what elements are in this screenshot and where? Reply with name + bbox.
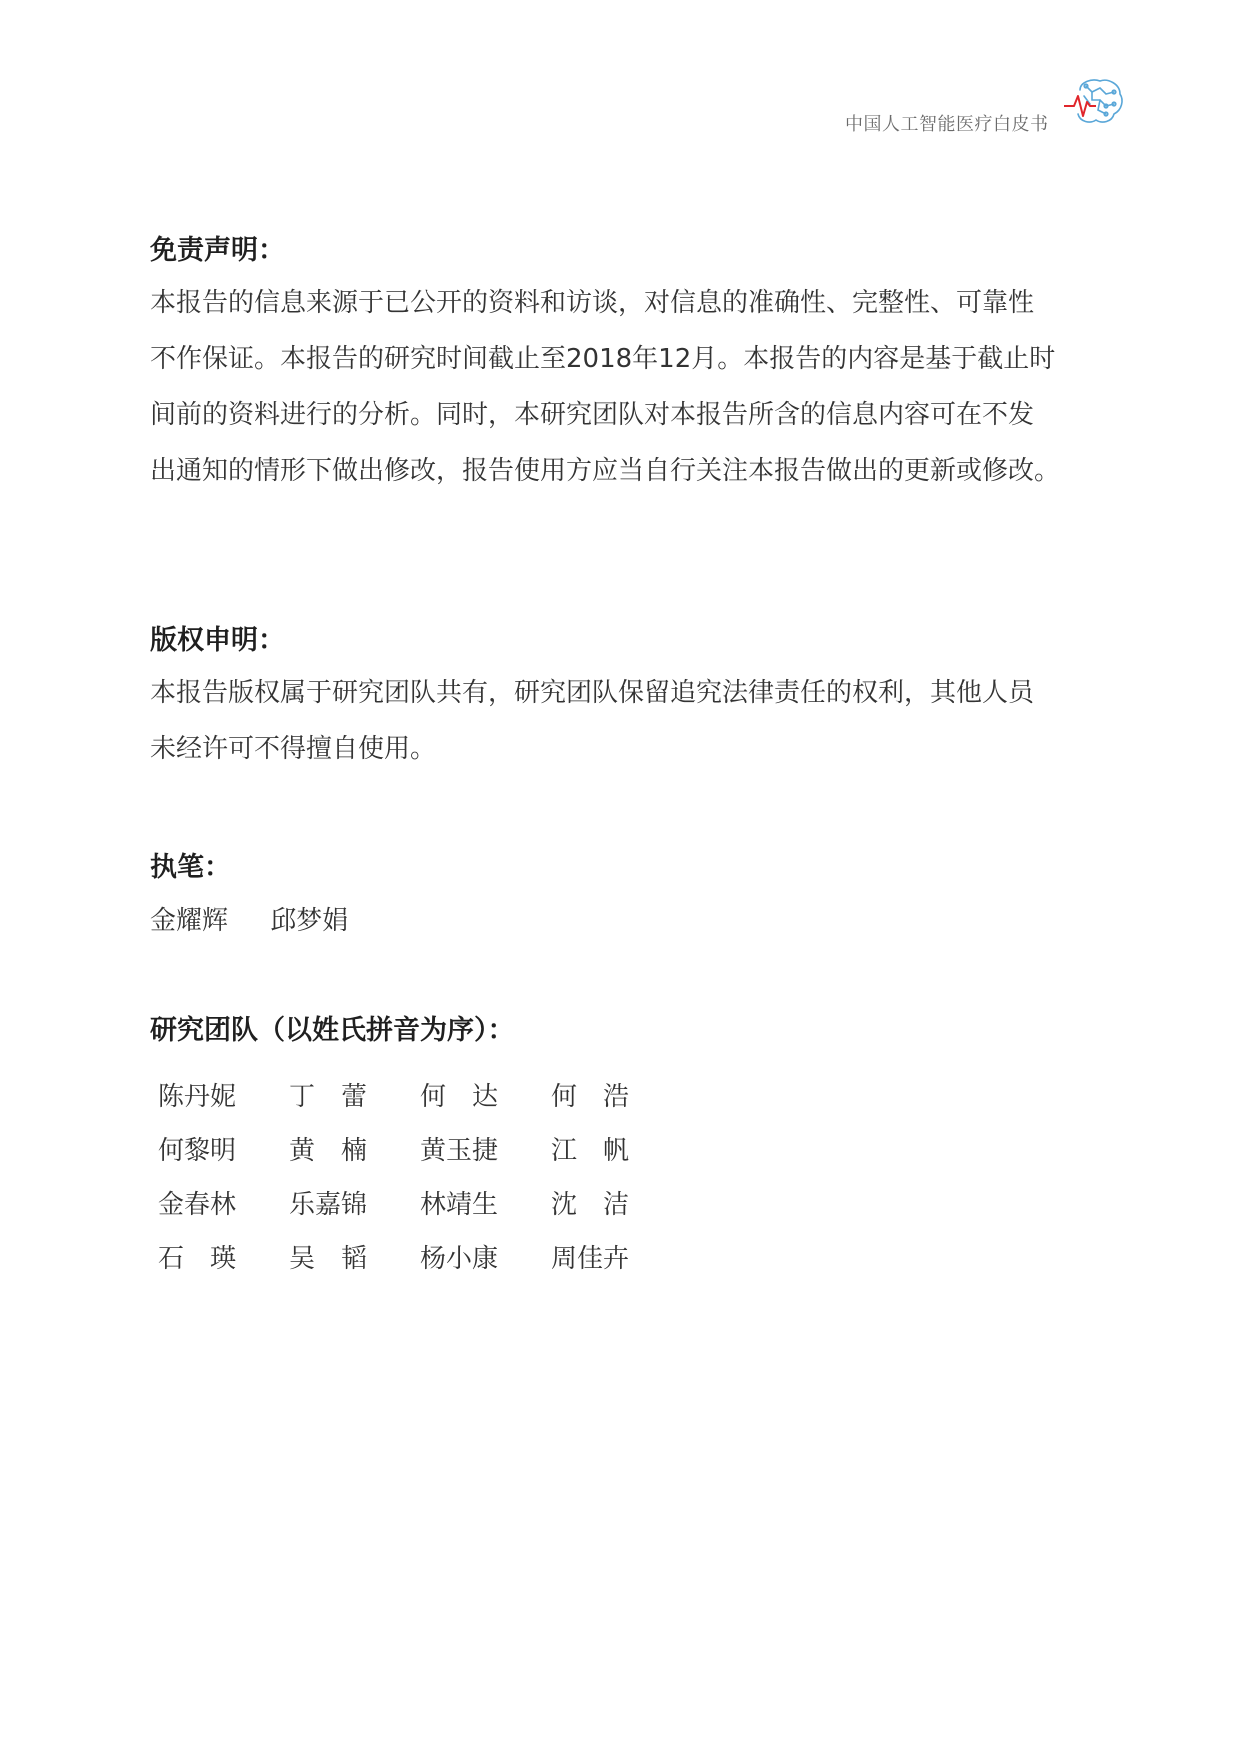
writer-name: 金耀辉: [150, 906, 229, 936]
writer-name: 邱梦娟: [270, 906, 349, 936]
team-member: 乐嘉锦: [289, 1190, 368, 1220]
team-member: 何黎明: [158, 1136, 237, 1166]
disclaimer-line: 不作保证。本报告的研究时间截止至2018年12月。本报告的内容是基于截止时: [150, 344, 1056, 374]
report-title: 中国人工智能医疗白皮书: [845, 114, 1049, 135]
team-member: 石 瑛: [158, 1244, 237, 1274]
disclaimer-paragraph: [150, 275, 1100, 499]
disclaimer-line: 间前的资料进行的分析。同时，本研究团队对本报告所含的信息内容可在不发: [150, 400, 1035, 430]
team-member: 沈 洁: [551, 1190, 630, 1220]
team-member: 江 帆: [551, 1136, 630, 1166]
team-member: 陈丹妮: [158, 1082, 237, 1112]
team-member-grid: [158, 1070, 682, 1286]
team-member: 何 浩: [551, 1082, 630, 1112]
team-member: 黄玉捷: [420, 1136, 499, 1166]
brain-heartbeat-icon: [1062, 76, 1126, 130]
writers-heading: 执笔：: [150, 852, 231, 883]
team-member: 丁 蕾: [289, 1082, 368, 1112]
disclaimer-line: 出通知的情形下做出修改，报告使用方应当自行关注本报告做出的更新或修改。: [150, 456, 1061, 486]
team-member: 黄 楠: [289, 1136, 368, 1166]
writers-list: [150, 900, 382, 937]
copyright-line: 本报告版权属于研究团队共有，研究团队保留追究法律责任的权利，其他人员: [150, 678, 1035, 708]
copyright-line: 未经许可不得擅自使用。: [150, 734, 437, 764]
team-member: 林靖生: [420, 1190, 499, 1220]
disclaimer-line: 本报告的信息来源于已公开的资料和访谈，对信息的准确性、完整性、可靠性: [150, 288, 1035, 318]
copyright-heading: 版权申明：: [150, 625, 285, 656]
team-member: 周佳卉: [551, 1244, 630, 1274]
team-member: 何 达: [420, 1082, 499, 1112]
team-heading: 研究团队（以姓氏拼音为序）：: [150, 1015, 515, 1046]
disclaimer-heading: 免责声明：: [150, 235, 285, 266]
team-member: 杨小康: [420, 1244, 499, 1274]
copyright-paragraph: [150, 665, 1100, 777]
team-member: 金春林: [158, 1190, 237, 1220]
team-member: 吴 韬: [289, 1244, 368, 1274]
